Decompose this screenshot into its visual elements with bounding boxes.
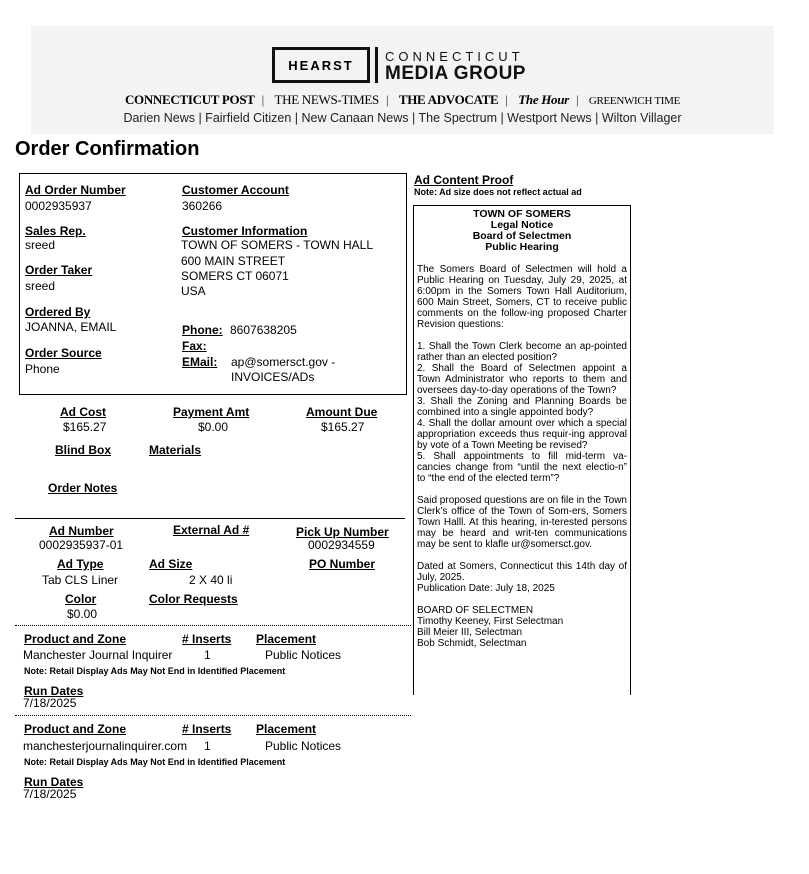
product-zone-label: Product and Zone [24,722,126,736]
ad-type: Tab CLS Liner [42,573,119,587]
customer-info-line: 600 MAIN STREET [181,254,286,268]
blind-box-label: Blind Box [55,443,111,457]
color-requests-label: Color Requests [149,592,238,606]
email-value-line2: INVOICES/ADs [231,370,315,384]
ordered-by: JOANNA, EMAIL [25,320,117,334]
placement-label: Placement [256,722,317,736]
sales-rep: sreed [25,238,56,252]
customer-info-line: TOWN OF SOMERS - TOWN HALL [181,238,374,252]
ad-order-number-label: Ad Order Number [25,183,126,197]
proof-publication-date: Publication Date: July 18, 2025 [417,583,555,594]
ad-number-label: Ad Number [49,524,114,538]
page-title: Order Confirmation [15,138,200,160]
external-ad-label: External Ad # [173,523,250,537]
customer-account: 360266 [182,199,223,213]
sales-rep-label: Sales Rep. [25,224,86,238]
proof-heading-line: Legal Notice [490,219,554,231]
email-value: ap@somersct.gov - [231,355,336,369]
placement-divider [15,625,411,626]
proof-question: 4. Shall the dollar amount over which a special appropriation exceeds thus requir-ing approval by vote of a Town Meeting be revised? [417,418,627,451]
ad-size-label: Ad Size [149,557,193,571]
fax-label: Fax: [182,339,207,353]
order-taker: sreed [25,279,56,293]
paper-name: THE NEWS-TIMES [274,92,379,107]
inserts-count: 1 [204,648,211,662]
proof-heading-line: Board of Selectmen [472,230,572,242]
customer-info-label: Customer Information [182,224,308,238]
product-zone: Manchester Journal Inquirer [23,648,173,662]
order-source-label: Order Source [25,346,102,360]
paper-name: GREENWICH TIME [588,95,681,107]
phone-label: Phone: [182,323,223,337]
paper-name: CONNECTICUT POST [124,92,255,107]
customer-account-label: Customer Account [182,183,289,197]
run-dates: 7/18/2025 [23,787,77,801]
ad-number: 0002935937-01 [39,538,124,552]
proof-size-note: Note: Ad size does not reflect actual ad [414,187,582,197]
product-zone: manchesterjournalinquirer.com [23,739,188,753]
placement-value: Public Notices [265,648,342,662]
placement-note: Note: Retail Display Ads May Not End in Identified Placement [24,666,286,676]
order-notes-label: Order Notes [48,481,118,495]
ordered-by-label: Ordered By [25,305,91,319]
proof-dated: Dated at Somers, Connecticut this 14th day of July, 2025. [417,561,627,583]
proof-body [414,253,630,649]
pickup-number-label: Pick Up Number [296,525,389,539]
placement-divider [15,715,411,716]
payment-amt: $0.00 [198,420,229,434]
customer-info-line: USA [181,284,206,298]
group-name-line1: CONNECTICUT [385,49,524,64]
proof-intro: The Somers Board of Selectmen will hold a Public Hearing on Tuesday, July 29, 2025, at 6:00pm in the Somers Town Hall Auditorium, 600 Main Street, Somers, CT to receive public comments on the follow-ing proposed Charter Revision questions: [417,264,627,330]
email-label: EMail: [182,355,218,369]
phone-value: 8607638205 [230,323,297,337]
order-taker-label: Order Taker [25,263,93,277]
materials-label: Materials [149,443,202,457]
proof-question: 3. Shall the Zoning and Planning Boards be combined into a single appointed body? [417,396,627,418]
ad-size: 2 X 40 li [189,573,233,587]
po-number-label: PO Number [309,557,376,571]
ad-order-number: 0002935937 [25,199,92,213]
ad-proof-panel [413,205,631,695]
product-zone-label: Product and Zone [24,632,126,646]
site-list: Darien News | Fairfield Citizen | New Canaan News | The Spectrum | Westport News | Wilton Villager [123,111,682,125]
payment-amt-label: Payment Amt [173,405,250,419]
inserts-label: # Inserts [182,632,232,646]
proof-heading-line: Public Hearing [485,241,559,253]
ad-type-label: Ad Type [57,557,104,571]
run-dates: 7/18/2025 [23,696,77,710]
proof-signature-line: Timothy Keeney, First Selectman [417,616,564,627]
amount-due: $165.27 [321,420,365,434]
proof-signature-line: Bill Meier III, Selectman [417,627,523,638]
color-value: $0.00 [67,607,98,621]
proof-question: 1. Shall the Town Clerk become an ap-pointed rather than an elected position? [417,341,627,363]
inserts-label: # Inserts [182,722,232,736]
ad-content-proof-label: Ad Content Proof [414,173,514,187]
proof-heading-line: TOWN OF SOMERS [473,208,571,220]
color-label: Color [65,592,97,606]
paper-name: THE ADVOCATE [398,92,499,107]
section-divider [15,518,405,519]
placement-label: Placement [256,632,317,646]
inserts-count: 1 [204,739,211,753]
paper-name: The Hour [518,92,569,107]
ad-cost-label: Ad Cost [60,405,106,419]
run-dates-label: Run Dates [24,775,84,789]
group-name-line2: MEDIA GROUP [385,63,526,84]
logo-divider [375,47,378,83]
hearst-logo-text: HEARST [288,57,354,73]
ad-cost: $165.27 [63,420,107,434]
amount-due-label: Amount Due [306,405,378,419]
run-dates-label: Run Dates [24,684,84,698]
pickup-number: 0002934559 [308,538,375,552]
newspaper-list: CONNECTICUT POST | THE NEWS-TIMES | THE ADVOCATE | The Hour | GREENWICH TIME [124,92,681,107]
order-source: Phone [25,362,60,376]
proof-question: 2. Shall the Board of Selectmen appoint a Town Administrator who reports to them and oversees day-to-day operations of the Town? [417,363,627,396]
hearst-logo [272,47,370,83]
proof-closing: Said proposed questions are on file in the Town Clerk’s office of the Town of Som-ers, Somers Town Halll. At this hearing, in-terested persons may be heard and writ-ten communications may be sent to klafle ur@somersct.gov. [417,495,627,550]
placement-note: Note: Retail Display Ads May Not End in Identified Placement [24,757,286,767]
proof-signature-line: Bob Schmidt, Selectman [417,638,527,649]
proof-question: 5. Shall appointments to fill mid-term va-cancies change from “until the next electio-n” to “the end of the elected term”? [417,451,627,484]
proof-heading [414,209,630,253]
placement-value: Public Notices [265,739,342,753]
proof-signature-line: BOARD OF SELECTMEN [417,605,534,616]
customer-info-line: SOMERS CT 06071 [181,269,289,283]
